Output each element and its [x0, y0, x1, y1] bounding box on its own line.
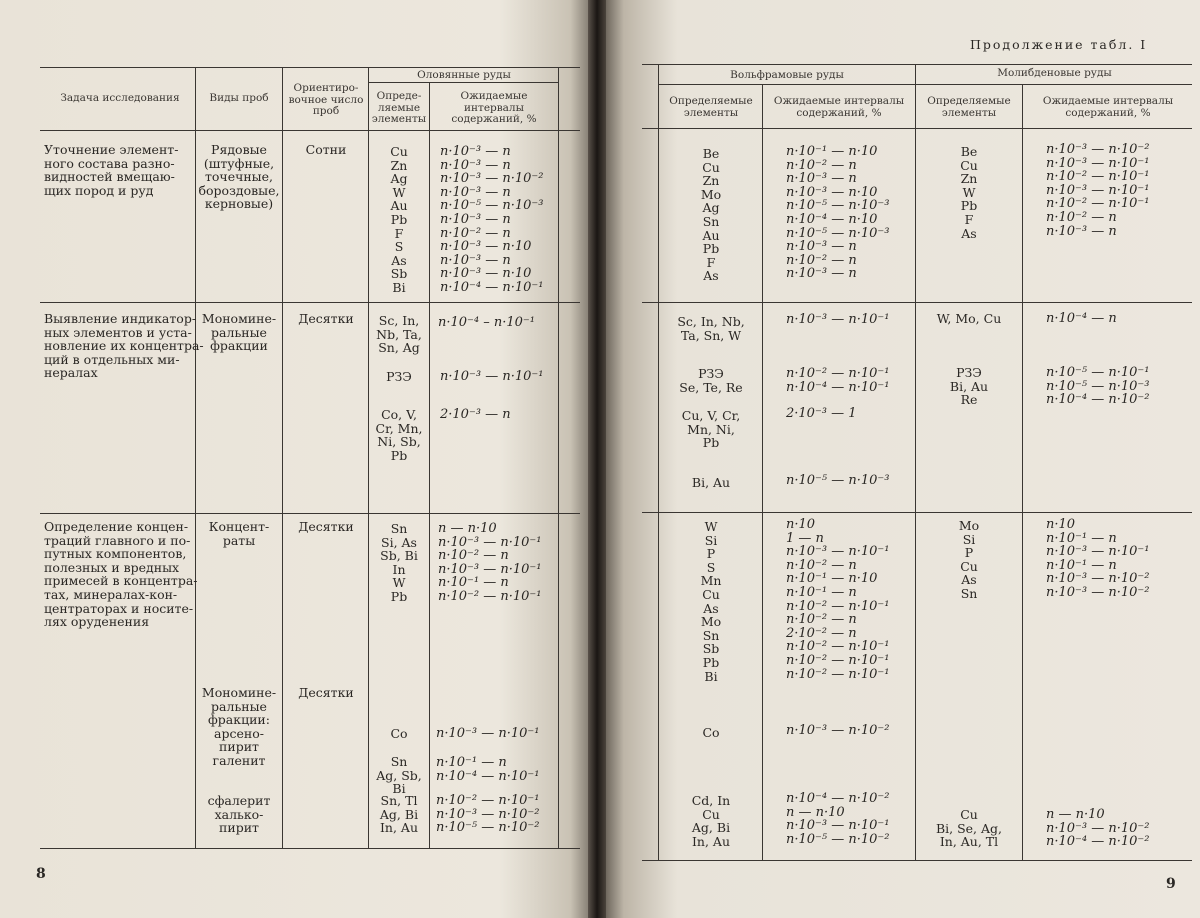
tungsten-elements-cell: Cd, In Cu Ag, Bi In, Au: [691, 793, 731, 849]
count-cell: Сотни: [305, 142, 347, 157]
count-cell: Десятки: [298, 311, 354, 326]
elements-cell: Sn Si, As Sb, Bi In W Pb: [380, 521, 418, 604]
row-divider: [40, 302, 580, 303]
header-task: Задача исследования: [60, 92, 180, 104]
tungsten-intervals-cell: n·10⁻² — n·10⁻¹ n·10⁻⁴ — n·10⁻¹: [786, 366, 890, 395]
page-number: 8: [36, 866, 46, 882]
group-header-rule: [368, 82, 558, 83]
task-cell: Выявление индикатор- ных элементов и уста- новление их концентра- ций в отдельных ми- нералах: [44, 311, 204, 381]
row-divider: [642, 302, 1192, 303]
header-molybdenum-ores: Молибденовые руды: [997, 67, 1112, 79]
page-number: 9: [1166, 876, 1176, 892]
task-cell: Определение концен- траций главного и по- путных компонентов, полезных и вредных примесей в концентра- тах, минералах-кон- центраторах и носите- лях оруденения: [44, 519, 198, 630]
intervals-cell: n — n·10 n·10⁻³ — n·10⁻¹ n·10⁻² — n n·10⁻³ — n·10⁻¹ n·10⁻¹ — n n·10⁻² — n·10⁻¹: [438, 521, 542, 604]
molybdenum-intervals-cell: n — n·10 n·10⁻³ — n·10⁻² n·10⁻⁴ — n·10⁻²: [1046, 807, 1150, 850]
molybdenum-intervals-cell: n·10⁻⁴ — n: [1046, 311, 1117, 326]
tungsten-intervals-cell: n·10 1 — n n·10⁻³ — n·10⁻¹ n·10⁻² — n n·10⁻¹ — n·10 n·10⁻¹ — n n·10⁻² — n·10⁻¹ n·10⁻² — n 2·10⁻² — n n·10⁻² — n·10⁻¹ n·10⁻² — n·10⁻¹ n·10⁻² — n·10⁻¹: [786, 517, 890, 682]
molybdenum-intervals-cell: n·10⁻⁵ — n·10⁻¹ n·10⁻⁵ — n·10⁻³ n·10⁻⁴ — n·10⁻²: [1046, 365, 1150, 408]
table-top-rule: [642, 64, 1192, 65]
column-divider: [762, 84, 763, 860]
tungsten-intervals-cell: n·10⁻³ — n·10⁻²: [786, 723, 890, 738]
row-divider: [642, 512, 1192, 513]
header-tungsten-ores: Вольфрамовые руды: [730, 69, 844, 81]
intervals-cell: n·10⁻³ — n·10⁻¹: [436, 726, 540, 741]
molybdenum-intervals-cell: n·10 n·10⁻¹ — n n·10⁻³ — n·10⁻¹ n·10⁻¹ — n n·10⁻³ — n·10⁻² n·10⁻³ — n·10⁻²: [1046, 517, 1150, 600]
column-divider: [558, 67, 559, 848]
tungsten-intervals-cell: n·10⁻³ — n·10⁻¹: [786, 312, 890, 327]
intervals-cell: n·10⁻³ — n n·10⁻³ — n n·10⁻³ — n·10⁻² n·10⁻³ — n n·10⁻⁵ — n·10⁻³ n·10⁻³ — n n·10⁻² — n n·10⁻³ — n·10 n·10⁻³ — n n·10⁻³ — n·10 n·10⁻⁴ — n·10⁻¹: [440, 144, 544, 295]
tungsten-intervals-cell: n·10⁻⁵ — n·10⁻³: [786, 473, 890, 488]
header-sample-types: Виды проб: [209, 92, 269, 104]
elements-cell: Cu Zn Ag W Au Pb F S As Sb Bi: [390, 144, 408, 295]
tungsten-intervals-cell: n·10⁻⁴ — n·10⁻² n — n·10 n·10⁻³ — n·10⁻¹ n·10⁻⁵ — n·10⁻²: [786, 791, 890, 847]
sample-type-cell: Мономине- ральные фракции: [201, 311, 277, 354]
count-cell: Десятки: [298, 519, 354, 534]
header-intervals: Ожидаемые интервалы содержаний, %: [451, 90, 537, 125]
elements-cell: Co: [390, 726, 408, 741]
left-page: [0, 0, 588, 918]
header-elements: Определяемые элементы: [669, 95, 753, 119]
tungsten-intervals-cell: n·10⁻¹ — n·10 n·10⁻² — n n·10⁻³ — n n·10⁻³ — n·10 n·10⁻⁵ — n·10⁻³ n·10⁻⁴ — n·10 n·10⁻⁵ — n·10⁻³ n·10⁻³ — n n·10⁻² — n n·10⁻³ — n: [786, 144, 890, 282]
header-bottom-rule: [40, 130, 580, 131]
sample-type-cell: Концент- раты: [208, 519, 270, 548]
molybdenum-elements-cell: Be Cu Zn W Pb F As: [960, 144, 978, 241]
tungsten-elements-cell: Co: [702, 725, 720, 740]
header-bottom-rule: [642, 128, 1192, 129]
book-gutter: [588, 0, 606, 918]
tungsten-elements-cell: W Si P S Mn Cu As Mo Sn Sb Pb Bi: [700, 519, 722, 684]
intervals-cell: 2·10⁻³ — n: [440, 407, 511, 422]
elements-cell: Sn Ag, Sb, Bi: [376, 754, 422, 797]
task-cell: Уточнение элемент- ного состава разно- видностей вмещаю- щих пород и руд: [44, 142, 179, 198]
header-ore-group: Оловянные руды: [417, 69, 511, 81]
count-cell: Десятки: [298, 685, 354, 700]
elements-cell: Sn, Tl Ag, Bi In, Au: [379, 793, 419, 836]
column-divider: [195, 67, 196, 848]
molybdenum-elements-cell: РЗЭ Bi, Au Re: [949, 365, 989, 408]
header-elements: Опреде- ляемые элементы: [371, 90, 427, 125]
tungsten-elements-cell: Cu, V, Cr, Mn, Ni, Pb: [681, 408, 741, 451]
header-elements: Определяемые элементы: [927, 95, 1011, 119]
intervals-cell: n·10⁻³ — n·10⁻¹: [440, 369, 544, 384]
header-intervals: Ожидаемые интервалы содержаний, %: [773, 95, 905, 119]
column-divider: [658, 64, 659, 860]
column-divider: [1022, 84, 1023, 860]
sample-type-cell: сфалерит халько- пирит: [207, 793, 271, 836]
tungsten-elements-cell: РЗЭ Se, Te, Re: [679, 366, 743, 395]
sample-type-cell: Рядовые (штуфные, точечные, бороздовые, керновые): [198, 142, 280, 212]
tungsten-elements-cell: Be Cu Zn Mo Ag Sn Au Pb F As: [700, 146, 722, 284]
molybdenum-elements-cell: Cu Bi, Se, Ag, In, Au, Tl: [935, 807, 1003, 850]
table-caption: Продолжение табл. I: [970, 37, 1148, 52]
intervals-cell: n·10⁻⁴ – n·10⁻¹: [438, 315, 536, 330]
molybdenum-elements-cell: W, Mo, Cu: [936, 311, 1002, 326]
header-intervals: Ожидаемые интервалы содержаний, %: [1042, 95, 1174, 119]
table-bottom-rule: [40, 848, 580, 849]
column-divider: [368, 67, 369, 848]
tungsten-intervals-cell: 2·10⁻³ — 1: [786, 406, 857, 421]
intervals-cell: n·10⁻¹ — n n·10⁻⁴ — n·10⁻¹: [436, 755, 540, 784]
table-bottom-rule: [642, 860, 1192, 861]
elements-cell: Co, V, Cr, Mn, Ni, Sb, Pb: [375, 407, 423, 463]
sample-type-cell: Мономине- ральные фракции: арсено- пирит галенит: [201, 685, 277, 768]
molybdenum-elements-cell: Mo Si P Cu As Sn: [958, 518, 980, 601]
row-divider: [40, 513, 580, 514]
header-approx-count: Ориентиро- вочное число проб: [288, 82, 364, 117]
column-divider: [915, 64, 916, 860]
right-page: [606, 0, 1200, 918]
column-divider: [282, 67, 283, 848]
elements-cell: Sc, In, Nb, Ta, Sn, Ag: [376, 313, 422, 356]
group-header-rule: [658, 84, 1192, 85]
tungsten-elements-cell: Sc, In, Nb, Ta, Sn, W: [677, 314, 745, 343]
table-top-rule: [40, 67, 580, 68]
molybdenum-intervals-cell: n·10⁻³ — n·10⁻² n·10⁻³ — n·10⁻¹ n·10⁻² — n·10⁻¹ n·10⁻³ — n·10⁻¹ n·10⁻² — n·10⁻¹ n·10⁻² — n n·10⁻³ — n: [1046, 142, 1150, 239]
column-divider: [429, 82, 430, 848]
tungsten-elements-cell: Bi, Au: [691, 475, 731, 490]
intervals-cell: n·10⁻² — n·10⁻¹ n·10⁻³ — n·10⁻² n·10⁻⁵ — n·10⁻²: [436, 793, 540, 836]
elements-cell: РЗЭ: [386, 369, 412, 384]
